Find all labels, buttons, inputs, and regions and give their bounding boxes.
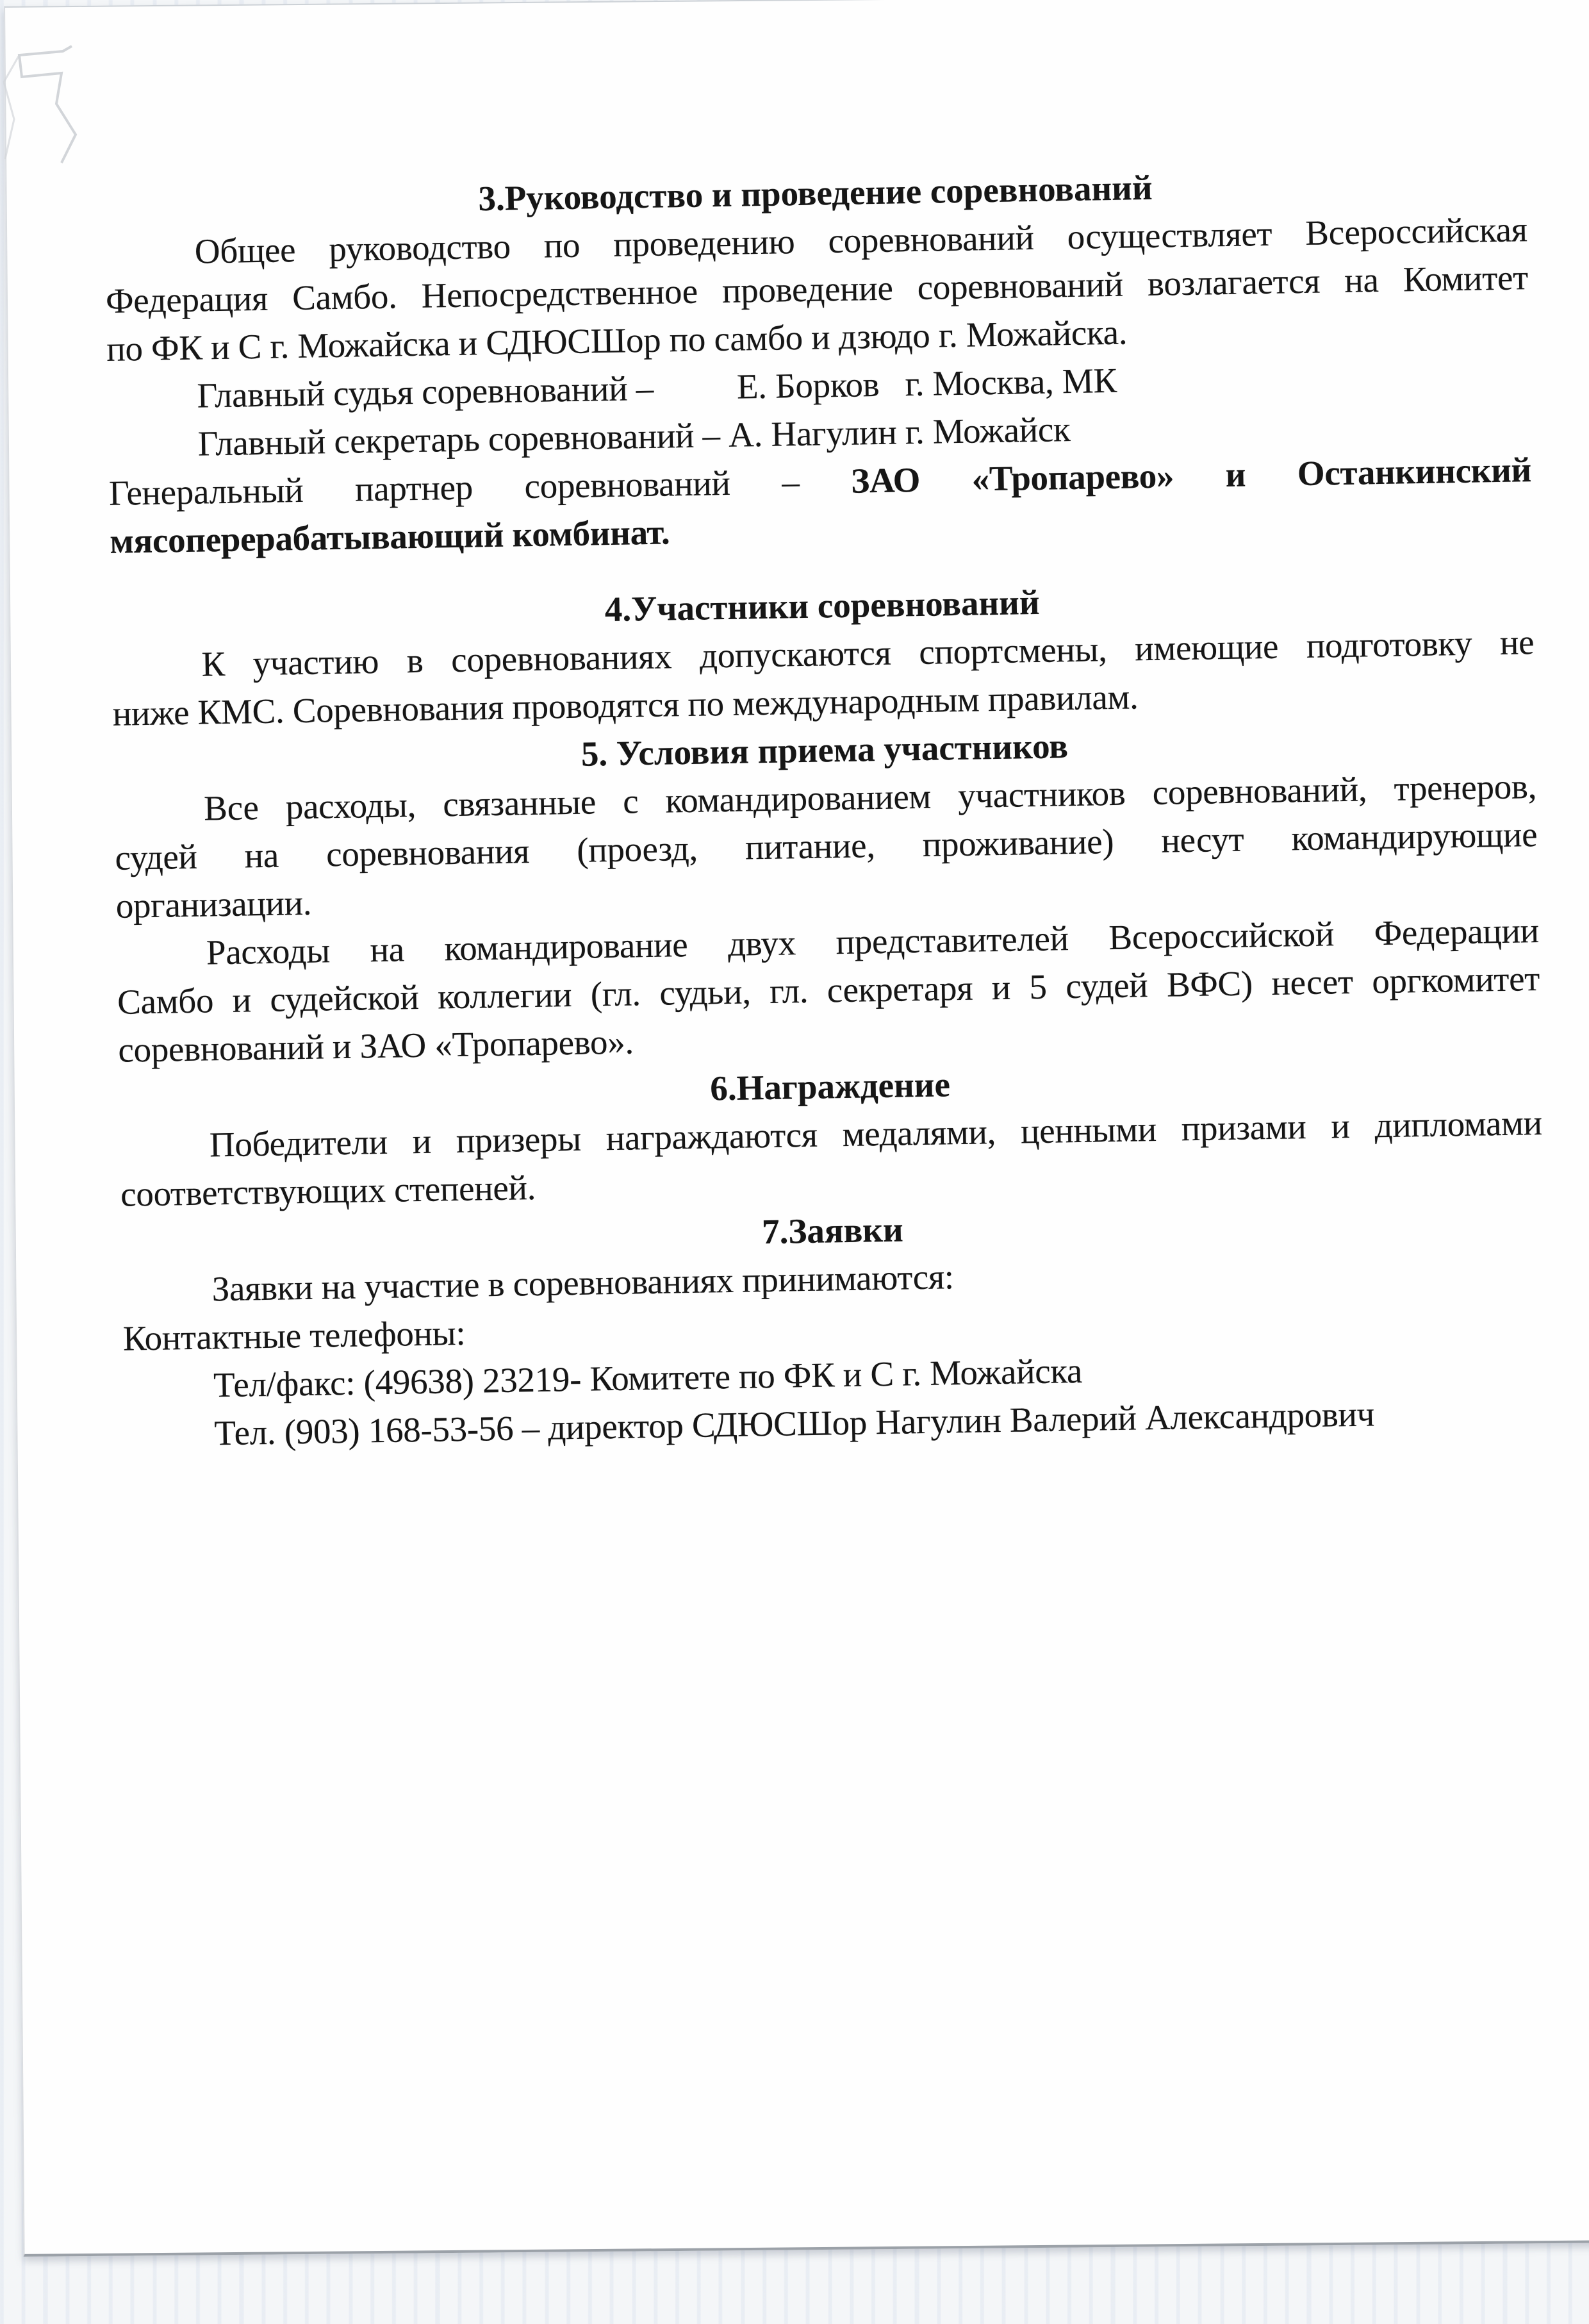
chief-judge-label: Главный судья соревнований – <box>197 368 654 415</box>
chief-judge-value: Е. Борков г. Москва, МК <box>736 360 1117 406</box>
text-line: Федерация Самбо. Непосредственное проведение соревнований возлагается на Комитет <box>105 258 1529 320</box>
section-4-heading: 4.Участники соревнований <box>604 582 1040 629</box>
text-line: Все расходы, связанные с командированием участников соревнований, тренеров, <box>203 767 1537 828</box>
section-3-heading: 3.Руководство и проведение соревнований <box>477 167 1153 219</box>
text-line: организации. <box>115 883 312 925</box>
text-line: Заявки на участие в соревнованиях принимаются: <box>211 1257 955 1309</box>
section-7-heading: 7.Заявки <box>761 1209 904 1252</box>
text-line: соответствующих степеней. <box>120 1168 536 1214</box>
partner-name-bold: ЗАО «Тропарево» и Останкинский <box>850 450 1532 501</box>
phone-mobile-line: Тел. (903) 168-53-56 – директор СДЮСШор Нагулин Валерий Александрович <box>213 1394 1375 1453</box>
section-6-heading: 6.Награждение <box>709 1065 951 1108</box>
text-line: Победители и призеры награждаются медалями, ценными призами и дипломами <box>209 1102 1543 1165</box>
partner-label: Генеральный партнер соревнований – <box>108 462 800 513</box>
section-5-heading: 5. Условия приема участников <box>580 726 1069 774</box>
text-line: Самбо и судейской коллегии (гл. судьи, гл. секретаря и 5 судей ВФС) несет оргкомитет <box>117 959 1540 1022</box>
text-line: К участию в соревнованиях допускаются спортсмены, имеющие подготовку не <box>201 622 1535 684</box>
text-line: ниже КМС. Соревнования проводятся по международным правилам. <box>112 677 1139 733</box>
general-partner-line-2: мясоперерабатывающий комбинат. <box>109 512 670 561</box>
document-content <box>104 157 1547 1459</box>
text-line: Общее руководство по проведению соревнований осуществляет Всероссийская <box>194 210 1528 271</box>
text-line: Расходы на командирование двух представителей Всероссийской Федерации <box>206 911 1540 972</box>
corner-crease-mark <box>0 37 109 185</box>
chief-secretary-line: Главный секретарь соревнований – А. Нагулин г. Можайск <box>197 410 1071 463</box>
phone-fax-line: Тел/факс: (49638) 23219- Комитете по ФК и С г. Можайска <box>213 1350 1083 1405</box>
text-line: по ФК и С г. Можайска и СДЮСШор по самбо и дзюдо г. Можайска. <box>106 312 1128 369</box>
text-line: соревнований и ЗАО «Тропарево». <box>117 1022 634 1070</box>
tab-space <box>654 399 737 400</box>
text-line: судей на соревнования (проезд, питание, проживание) несут командирующие <box>115 815 1538 877</box>
contact-phones-label: Контактные телефоны: <box>122 1313 466 1358</box>
